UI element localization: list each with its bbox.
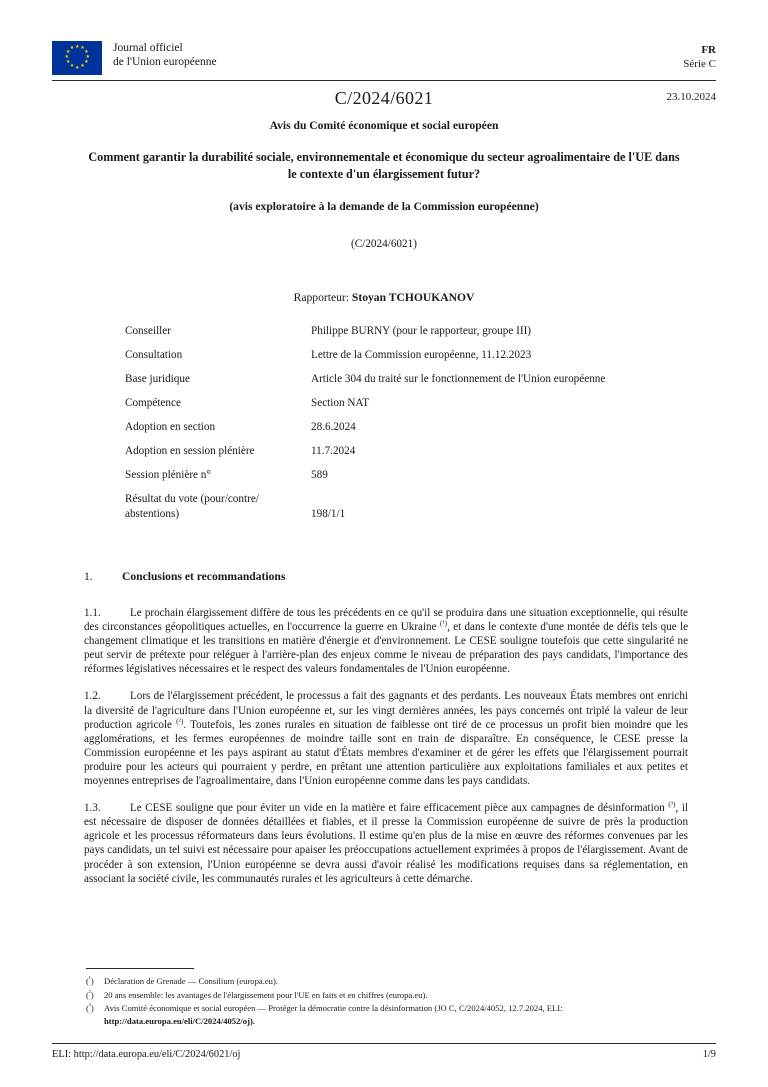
header-rule: [52, 80, 716, 81]
eli-identifier: ELI: http://data.europa.eu/eli/C/2024/6021/oj: [52, 1049, 241, 1060]
metadata-value: Section NAT: [311, 397, 370, 409]
footnote-list: [86, 975, 698, 1028]
footnote-text: [104, 989, 698, 1002]
footnote-marker: ($^{^3}$): [86, 1002, 94, 1014]
page-footer: [52, 1048, 716, 1062]
masthead: [52, 40, 716, 75]
metadata-row: [125, 396, 685, 411]
eu-flag-icon: [52, 41, 102, 75]
metadata-label: Consultation: [125, 349, 183, 361]
footnote-item: [86, 1002, 698, 1027]
paragraph-text-part: , et dans le contexte d'une montée de défis tels que le changement climatique et les transitions en matière d'énergie et d'environnement. Le CESE souligne toutefois que cette singularité ne peut servir de prétexte pour reléguer à l'arrière-plan des enjeux comme le niveau de préparation des pays candidats, l'importance des réformes législatives nécessaires et le respect des valeurs fondamentales de l'Union européenne.: [84, 621, 688, 676]
paragraph-number: 1.1.: [84, 607, 101, 619]
metadata-label: Adoption en session plénière: [125, 445, 255, 457]
metadata-value: 11.7.2024: [311, 445, 356, 457]
metadata-row: [125, 324, 685, 339]
journal-title-line2: de l'Union européenne: [113, 55, 217, 68]
paragraph-text-part: . Toutefois, les zones rurales en situation de faiblesse ont tiré de ce processus un profit bien moindre que les agglomérations, et les fermes européennes de moindre taille sont en train de disparaître. En conséquence, le CESE presse la Commission européenne et les pays aspirant au statut d'États membres d'examiner et de gérer les effets que l'élargissement pourrait produire pour les acteurs qui pourraient y perdre, en prêtant une attention particulière aux exploitations familiales et aux petites et moyennes entreprises de l'agroalimentaire, dans l'Union européenne comme dans les pays candidats.: [84, 718, 689, 788]
metadata-row: [125, 420, 685, 435]
paragraph-text: [84, 801, 688, 886]
paragraph: [84, 689, 688, 788]
rapporteur-name: Stoyan TCHOUKANOV: [351, 291, 475, 304]
metadata-table: [125, 324, 685, 531]
journal-title: [113, 40, 217, 69]
footnote-marker-number: ²: [88, 988, 91, 996]
paragraph-text-part: Le prochain élargissement diffère de tous les précédents en ce qu'il se produira dans une situation exceptionnelle, qui résulte des circonstances géopolitiques actuelles, en l'occurrence la guerre en Ukraine: [84, 607, 688, 634]
title-block: [84, 118, 684, 305]
paragraph-text: [84, 689, 688, 788]
metadata-row: [125, 372, 685, 387]
series-label: Série C: [683, 57, 716, 70]
metadata-value: Lettre de la Commission européenne, 11.12.2023: [311, 349, 532, 361]
section-heading: [84, 570, 694, 583]
footnote-reference[interactable]: (²): [176, 715, 184, 725]
footnote-text-body: Avis Comité économique et social européen — Protéger la démocratie contre la désinformation (JO C, C/2024/4052, 12.7.2024, ELI:: [104, 1003, 563, 1014]
footnote-link[interactable]: http://data.europa.eu/eli/C/2024/4052/oj).: [104, 1015, 255, 1026]
metadata-value: Philippe BURNY (pour le rapporteur, groupe III): [311, 325, 532, 337]
page-number: 1/9: [702, 1049, 716, 1060]
metadata-label: Session plénière n°: [125, 469, 211, 481]
paragraph-text-part: , il est nécessaire de disposer de données détaillées et fiables, et il presse la Commission européenne de suivre de près la production agricole et les processus réformateurs dans leurs évolutions. Il estime qu'en plus de la mise en œuvre des réformes convenues par les pays candidats, un tel suivi est nécessaire pour apaiser les préoccupations actuellement exprimées à propos de l'élargissement. Avant de procéder à son extension, l'Union européenne se devra aussi d'avoir réalisé les modifications requises dans sa réglementation, en associant la société civile, les communautés rurales et les agriculteurs à cette démarche.: [84, 802, 688, 885]
footnote-item: [86, 975, 698, 988]
eu-star: ★: [65, 60, 71, 66]
journal-title-line1: Journal officiel: [113, 42, 183, 54]
document-reference: (C/2024/6021): [351, 238, 417, 250]
publication-date: 23.10.2024: [666, 91, 716, 103]
metadata-value: Article 304 du traité sur le fonctionnement de l'Union européenne: [311, 373, 606, 385]
section-number: 1.: [84, 570, 93, 583]
footnote-text: [104, 1002, 698, 1027]
paragraph-text-part: Le CESE souligne que pour éviter un vide en la matière et faire efficacement pièce aux campagnes de désinformation: [130, 802, 669, 815]
paragraph: [84, 801, 688, 886]
eu-star: ★: [84, 60, 89, 66]
eu-star: ★: [69, 45, 75, 51]
footnote-reference[interactable]: (³): [668, 799, 676, 809]
metadata-label: Compétence: [125, 397, 181, 409]
metadata-label: Conseiller: [125, 325, 171, 337]
eu-star: ★: [84, 49, 89, 55]
metadata-row: [125, 468, 685, 483]
language-code: FR: [701, 44, 716, 56]
eu-star: ★: [69, 64, 75, 70]
footnote-text-body: Déclaration de Grenade — Consilium (europa.eu).: [104, 976, 278, 986]
footnote-marker: ($^{^1}$): [86, 975, 94, 986]
eu-star: ★: [65, 49, 71, 55]
metadata-value: 589: [311, 469, 328, 481]
metadata-label: Adoption en section: [125, 421, 216, 433]
metadata-value: 28.6.2024: [311, 421, 356, 433]
opinion-label: Avis du Comité économique et social européen: [269, 119, 499, 132]
document-title: Comment garantir la durabilité sociale, environnementale et économique du secteur agroalimentaire de l'UE dans le contexte d'un élargissement futur?: [88, 150, 680, 181]
metadata-label: Résultat du vote (pour/contre/ abstentions): [125, 493, 259, 520]
metadata-row: [125, 444, 685, 459]
eu-star: ★: [75, 44, 80, 50]
body-content: [84, 606, 688, 899]
footnote-marker: ($^{^2}$): [86, 988, 94, 1000]
eu-star: ★: [85, 55, 90, 60]
paragraph-number: 1.3.: [84, 802, 101, 815]
metadata-value: 198/1/1: [311, 507, 346, 520]
metadata-label: Base juridique: [125, 373, 190, 385]
journal-brand: [52, 40, 217, 75]
footnote-marker-number: ¹: [88, 975, 91, 983]
section-title: Conclusions et recommandations: [122, 570, 286, 583]
paragraph-text: [84, 606, 688, 676]
document-number: C/2024/6021: [334, 88, 434, 108]
paragraph: [84, 606, 688, 676]
rapporteur-line: [84, 290, 684, 305]
footnote-marker-number: ³: [88, 1002, 91, 1010]
footer-rule: [52, 1043, 716, 1044]
rapporteur-label: Rapporteur:: [293, 291, 349, 304]
footnote-reference[interactable]: (¹): [439, 618, 448, 628]
document-subtitle: (avis exploratoire à la demande de la Commission européenne): [229, 200, 539, 213]
footnote-text: [104, 975, 698, 988]
metadata-row: [125, 492, 685, 521]
eu-star: ★: [80, 64, 85, 70]
metadata-row: [125, 348, 685, 363]
language-series-block: [683, 40, 716, 71]
eu-star: ★: [75, 65, 80, 71]
eu-star: ★: [64, 55, 69, 60]
footnote-item: [86, 989, 698, 1002]
footnote-text-body: 20 ans ensemble: les avantages de l'élargissement pour l'UE en faits et en chiffres (europa.eu).: [104, 989, 428, 1000]
paragraph-text-part: Lors de l'élargissement précédent, le processus a fait des gagnants et des perdants. Les nouveaux États membres ont enrichi la diversité de l'agriculture dans l'Union européenne et, sur les vingt dernières années, les pays concernés ont triplé la valeur de leur production agricole: [84, 690, 688, 731]
eu-star: ★: [80, 45, 85, 51]
paragraph-number: 1.2.: [84, 690, 101, 703]
footnote-separator: [86, 968, 194, 969]
